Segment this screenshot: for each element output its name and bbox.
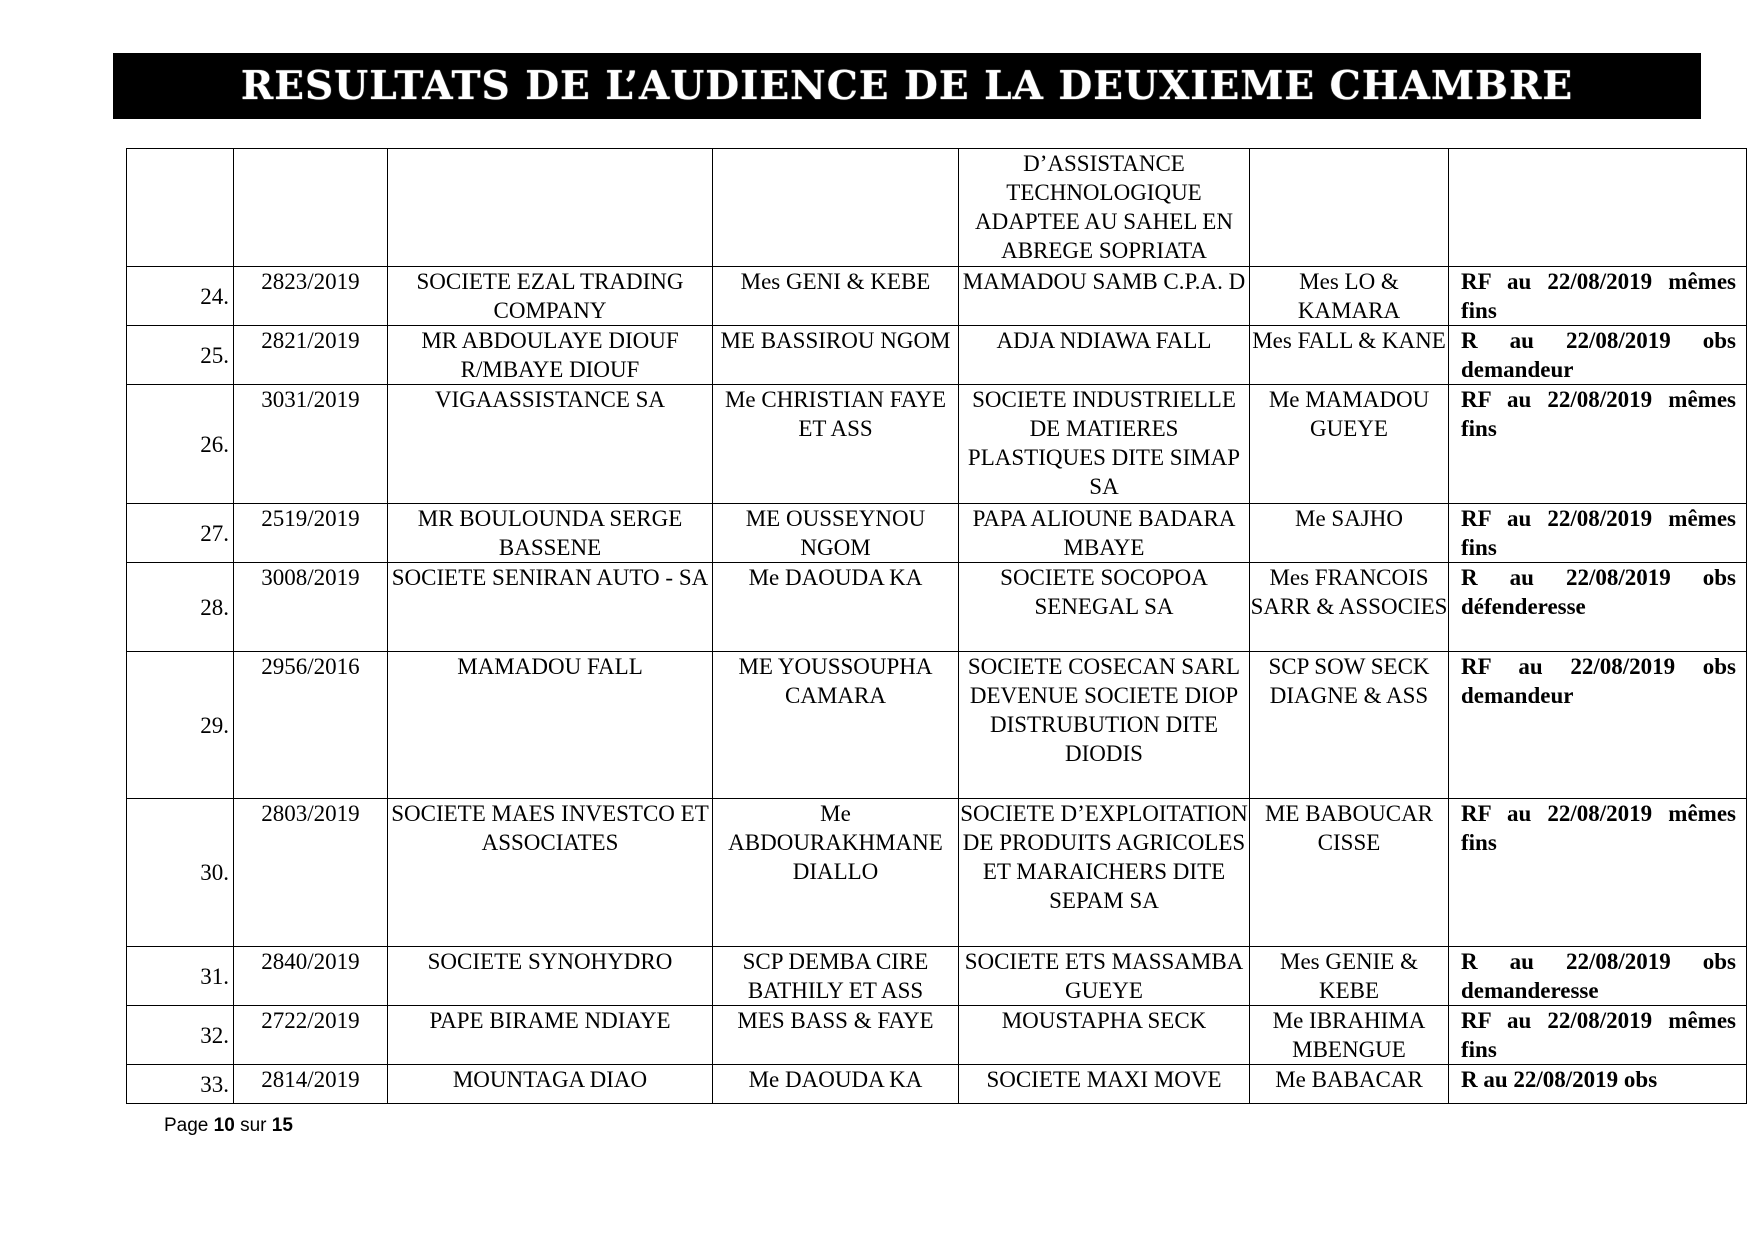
case-number: 3008/2019 — [261, 565, 360, 590]
defendant-lawyer-cell — [1250, 385, 1449, 504]
defendant-lawyer: Me BABACAR — [1275, 1067, 1423, 1092]
table-row — [127, 149, 1747, 267]
row-number: 27. — [200, 520, 229, 546]
defendant: SOCIETE ETS MASSAMBA GUEYE — [964, 949, 1244, 1003]
result: R au 22/08/2019 obs — [1461, 1067, 1658, 1092]
result: RF au 22/08/2019 mêmes fins — [1461, 387, 1736, 441]
defendant: MAMADOU SAMB C.P.A. D — [962, 269, 1246, 294]
defendant-cell — [959, 385, 1250, 504]
defendant-lawyer-cell — [1250, 504, 1449, 563]
table-row — [127, 1006, 1747, 1065]
defendant-lawyer: Mes GENIE & KEBE — [1280, 949, 1418, 1003]
plaintiff-lawyer-cell — [713, 504, 959, 563]
case-number-cell — [234, 1065, 388, 1104]
row-number: 28. — [200, 594, 229, 620]
row-number: 29. — [200, 712, 229, 738]
defendant: SOCIETE SOCOPOA SENEGAL SA — [1000, 565, 1208, 619]
plaintiff: MAMADOU FALL — [457, 654, 643, 679]
result: R au 22/08/2019 obs défenderesse — [1461, 565, 1736, 619]
case-number-cell — [234, 1006, 388, 1065]
defendant: ADJA NDIAWA FALL — [996, 328, 1212, 353]
defendant: SOCIETE INDUSTRIELLE DE MATIERES PLASTIQUES DITE SIMAP SA — [967, 387, 1241, 499]
defendant-lawyer: Me MAMADOU GUEYE — [1268, 387, 1430, 441]
plaintiff-lawyer: ME YOUSSOUPHA CAMARA — [738, 654, 933, 708]
table-row — [127, 799, 1747, 947]
case-number: 2814/2019 — [261, 1067, 360, 1092]
plaintiff-lawyer: Me ABDOURAKHMANE DIALLO — [728, 801, 943, 884]
plaintiff-cell — [388, 504, 713, 563]
plaintiff-cell — [388, 652, 713, 799]
table-row — [127, 504, 1747, 563]
plaintiff-lawyer-cell — [713, 652, 959, 799]
plaintiff: MR ABDOULAYE DIOUF R/MBAYE DIOUF — [421, 328, 679, 382]
defendant-cell — [959, 1006, 1250, 1065]
table-row — [127, 947, 1747, 1006]
case-number: 2956/2016 — [261, 654, 360, 679]
plaintiff-cell — [388, 385, 713, 504]
result: RF au 22/08/2019 mêmes fins — [1461, 1008, 1736, 1062]
defendant: SOCIETE D’EXPLOITATION DE PRODUITS AGRICOLES ET MARAICHERS DITE SEPAM SA — [960, 801, 1248, 913]
result: RF au 22/08/2019 mêmes fins — [1461, 801, 1736, 855]
case-number: 2722/2019 — [261, 1008, 360, 1033]
page-banner — [113, 53, 1701, 119]
row-number: 32. — [200, 1022, 229, 1048]
plaintiff-lawyer-cell — [713, 149, 959, 267]
case-number: 2519/2019 — [261, 506, 360, 531]
case-number: 2803/2019 — [261, 801, 360, 826]
plaintiff-cell — [388, 563, 713, 652]
result-cell — [1449, 149, 1747, 267]
row-number: 30. — [200, 860, 229, 885]
row-number-cell — [127, 563, 234, 652]
plaintiff-cell — [388, 799, 713, 947]
plaintiff-lawyer-cell — [713, 799, 959, 947]
plaintiff: MOUNTAGA DIAO — [452, 1067, 648, 1092]
result: R au 22/08/2019 obs demanderesse — [1461, 949, 1736, 1003]
defendant-lawyer-cell — [1250, 267, 1449, 326]
defendant-cell — [959, 149, 1250, 267]
row-number-cell — [127, 652, 234, 799]
row-number-cell — [127, 504, 234, 563]
plaintiff-lawyer-cell — [713, 1006, 959, 1065]
row-number-cell — [127, 149, 234, 267]
plaintiff: SOCIETE MAES INVESTCO ET ASSOCIATES — [391, 801, 709, 855]
plaintiff-lawyer: ME BASSIROU NGOM — [720, 328, 951, 353]
case-number-cell — [234, 149, 388, 267]
footer-prefix: Page — [164, 1115, 209, 1136]
plaintiff-lawyer: Mes GENI & KEBE — [740, 269, 931, 294]
case-number: 2821/2019 — [261, 328, 360, 353]
result-cell — [1449, 1065, 1747, 1104]
defendant-lawyer-cell — [1250, 1065, 1449, 1104]
case-number: 2823/2019 — [261, 269, 360, 294]
plaintiff-lawyer: ME OUSSEYNOU NGOM — [745, 506, 926, 560]
case-number-cell — [234, 652, 388, 799]
plaintiff-cell — [388, 947, 713, 1006]
plaintiff-lawyer: MES BASS & FAYE — [737, 1008, 934, 1033]
result-cell — [1449, 652, 1747, 799]
plaintiff-lawyer-cell — [713, 1065, 959, 1104]
case-number-cell — [234, 799, 388, 947]
defendant-lawyer-cell — [1250, 799, 1449, 947]
plaintiff-lawyer-cell — [713, 267, 959, 326]
result-cell — [1449, 267, 1747, 326]
result: RF au 22/08/2019 mêmes fins — [1461, 269, 1736, 323]
case-number-cell — [234, 563, 388, 652]
plaintiff: SOCIETE SENIRAN AUTO - SA — [391, 565, 709, 590]
table-row — [127, 385, 1747, 504]
plaintiff-lawyer: Me CHRISTIAN FAYE ET ASS — [724, 387, 947, 441]
defendant-cell — [959, 267, 1250, 326]
defendant-lawyer: Mes FALL & KANE — [1252, 328, 1446, 353]
defendant-cell — [959, 326, 1250, 385]
result: R au 22/08/2019 obs demandeur — [1461, 328, 1736, 382]
row-number-cell — [127, 385, 234, 504]
row-number-cell — [127, 1006, 234, 1065]
plaintiff-lawyer: Me DAOUDA KA — [748, 565, 923, 590]
case-number: 2840/2019 — [261, 949, 360, 974]
plaintiff-cell — [388, 1006, 713, 1065]
defendant-lawyer-cell — [1250, 947, 1449, 1006]
defendant-lawyer: ME BABOUCAR CISSE — [1264, 801, 1434, 855]
plaintiff-lawyer: Me DAOUDA KA — [748, 1067, 923, 1092]
result-cell — [1449, 326, 1747, 385]
row-number-cell — [127, 799, 234, 947]
result-cell — [1449, 799, 1747, 947]
case-number-cell — [234, 504, 388, 563]
row-number-cell — [127, 947, 234, 1006]
plaintiff-lawyer-cell — [713, 385, 959, 504]
defendant-lawyer-cell — [1250, 652, 1449, 799]
plaintiff-lawyer-cell — [713, 947, 959, 1006]
page-footer — [164, 1115, 293, 1137]
defendant-lawyer: Me SAJHO — [1295, 506, 1403, 531]
defendant: SOCIETE MAXI MOVE — [986, 1067, 1222, 1092]
plaintiff: SOCIETE SYNOHYDRO — [427, 949, 673, 974]
defendant-lawyer-cell — [1250, 326, 1449, 385]
row-number: 25. — [200, 342, 229, 368]
footer-middle: sur — [240, 1115, 267, 1136]
defendant-cell — [959, 1065, 1250, 1104]
banner-title: RESULTATS DE L’AUDIENCE DE LA DEUXIEME CHAMBRE — [240, 63, 1574, 109]
table-row — [127, 326, 1747, 385]
footer-total-pages: 15 — [271, 1115, 293, 1136]
row-number: 33. — [200, 1071, 229, 1097]
defendant: D’ASSISTANCE TECHNOLOGIQUE ADAPTEE AU SAHEL EN ABREGE SOPRIATA — [975, 151, 1233, 263]
row-number: 24. — [200, 283, 229, 309]
case-number-cell — [234, 326, 388, 385]
result-cell — [1449, 385, 1747, 504]
defendant-lawyer: SCP SOW SECK DIAGNE & ASS — [1268, 654, 1430, 708]
plaintiff-lawyer-cell — [713, 326, 959, 385]
row-number: 31. — [200, 963, 229, 989]
footer-page-number: 10 — [213, 1115, 235, 1136]
plaintiff-cell — [388, 149, 713, 267]
defendant-cell — [959, 563, 1250, 652]
plaintiff: MR BOULOUNDA SERGE BASSENE — [417, 506, 683, 560]
defendant-lawyer-cell — [1250, 563, 1449, 652]
result-cell — [1449, 504, 1747, 563]
plaintiff-cell — [388, 267, 713, 326]
defendant: PAPA ALIOUNE BADARA MBAYE — [972, 506, 1236, 560]
defendant-lawyer: Me IBRAHIMA MBENGUE — [1272, 1008, 1426, 1062]
plaintiff-lawyer: SCP DEMBA CIRE BATHILY ET ASS — [742, 949, 929, 1003]
row-number-cell — [127, 1065, 234, 1104]
row-number-cell — [127, 326, 234, 385]
plaintiff-cell — [388, 326, 713, 385]
defendant-cell — [959, 799, 1250, 947]
case-number-cell — [234, 267, 388, 326]
defendant-cell — [959, 504, 1250, 563]
case-number: 3031/2019 — [261, 387, 360, 412]
defendant-lawyer: Mes FRANCOIS SARR & ASSOCIES — [1250, 565, 1448, 619]
table-row — [127, 1065, 1747, 1104]
result-cell — [1449, 563, 1747, 652]
defendant-lawyer-cell — [1250, 1006, 1449, 1065]
plaintiff: VIGAASSISTANCE SA — [434, 387, 666, 412]
plaintiff-lawyer-cell — [713, 563, 959, 652]
table-row — [127, 652, 1747, 799]
plaintiff-cell — [388, 1065, 713, 1104]
defendant: SOCIETE COSECAN SARL DEVENUE SOCIETE DIOP DISTRUBUTION DITE DIODIS — [967, 654, 1241, 766]
result-cell — [1449, 947, 1747, 1006]
plaintiff: SOCIETE EZAL TRADING COMPANY — [416, 269, 684, 323]
plaintiff: PAPE BIRAME NDIAYE — [429, 1008, 671, 1033]
row-number-cell — [127, 267, 234, 326]
result-cell — [1449, 1006, 1747, 1065]
table-row — [127, 267, 1747, 326]
table-row — [127, 563, 1747, 652]
row-number: 26. — [200, 431, 229, 457]
result: RF au 22/08/2019 obs demandeur — [1461, 654, 1736, 708]
defendant-cell — [959, 947, 1250, 1006]
defendant-lawyer: Mes LO & KAMARA — [1297, 269, 1401, 323]
defendant-lawyer-cell — [1250, 149, 1449, 267]
defendant-cell — [959, 652, 1250, 799]
result: RF au 22/08/2019 mêmes fins — [1461, 506, 1736, 560]
case-number-cell — [234, 947, 388, 1006]
defendant: MOUSTAPHA SECK — [1001, 1008, 1207, 1033]
case-number-cell — [234, 385, 388, 504]
results-table — [126, 148, 1747, 1104]
